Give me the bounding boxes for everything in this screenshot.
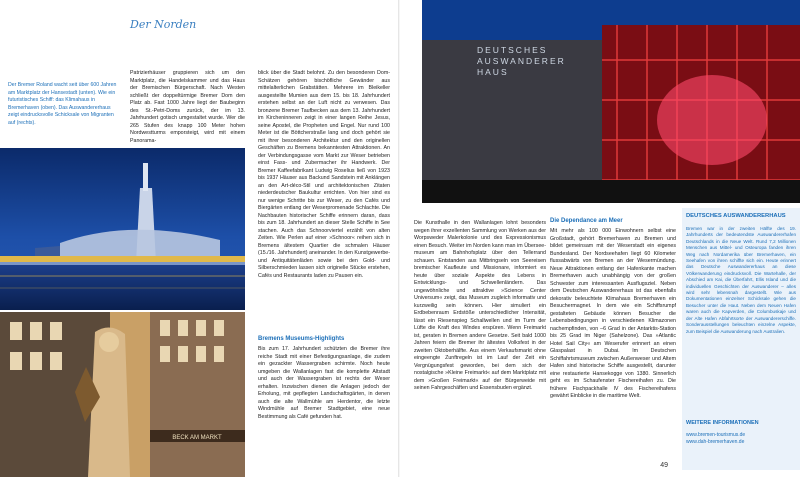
photo-caption: Der Bremer Roland wacht seit über 600 Jahren am Marktplatz der Hansestadt (unten). Wie ein futuristisches Schiff: das Klimahaus in Bremerhaven (oben). Das Auswandererhaus zeigt eindrucksvolle Schicksale von Migranten auf (rechts).	[8, 82, 117, 126]
info-box-links[interactable]: www.bremen-tourismus.de www.dah-bremerhaven.de	[686, 432, 746, 445]
shop-sign: BECK AM MARKT	[172, 435, 222, 441]
roland-photo	[0, 312, 245, 477]
auswandererhaus-photo	[422, 0, 800, 203]
info-box	[682, 208, 800, 470]
info-box-title: DEUTSCHES AUSWANDERERHAUS	[686, 213, 786, 219]
right-page	[400, 0, 800, 477]
info-box-body: Bremen war in der zweiten Hälfte des 19. Jahrhunderts der bedeutendste Auswandererhafen Deutschlands in die Neue Welt. Rund 7,2 Millionen Menschen aus Mittel- und Osteuropa fanden ihren Weg nach Nordamerika über Bremerhaven, ein Seehafen von ihren schiffte sich ein. Heute erinnert das Deutsche Auswandererhaus an diese Völkerwanderung eindrucksvoll. Die Wartehalle, der Abschied am Kai, die Überfahrt, Ellis Island und die individuellen Geschichten der Auswanderer – alles wird sehr lebensnah dargestellt. Wie aus Dokumentationen einzelner Schicksale gehen die Besucher unter die Haut. Neben dem Neuen Hafen waren auch die Kapverden, die Columbuskaje und der Alte Hafen Abfahrtsorte der Auswandererschiffe. Sonderausstellungen beleuchten einzelne Aspekte, zum Beispiel die Auswanderung nach Australien.	[686, 226, 796, 334]
text-column-2b: Bis zum 17. Jahrhundert schützten die Bremer ihre reiche Stadt mit einer Befestigungsanlage, die zudem ein gezackter Wassergraben schirmte. Noch heute umgeben die Wallanlagen fast die komplette Altstadt und auch der Wassergraben ist rechts der Weser erhalten. Inzwischen dienen die Anlagen jedoch der Erholung, mit gepflegten Landschaftsgärten, in denen auch die alte Wallmühle am Herdentor, die letzte Windmühle auf Bremer Stadtgebiet, eine neue Bestimmung als Café gefunden hat.	[258, 346, 390, 420]
section-label: Der Norden	[130, 18, 197, 31]
text-column-3: Die Kunsthalle in den Wallanlagen lohnt besonders wegen ihrer exzellenten Sammlung von Werken aus der Worpsweder Malerkolonie und des Expressionismus einen Besuch. Weiter im Norden kann man im Übersee-museum am Bahnhofsplatz über den Tellerrand schauen. Entstanden aus Mitbringseln von Seereisen bremischer Kaufleute und Missionare, informiert es heute über soziale Aspekte des Lebens in Entwicklungs- und Schwellenländern. Das ungewöhnliche und attraktive »Science Center Universum« zeigt, das Museum zugleich informativ und kurzweilig sein können. Hier simuliert ein Erdbebenraum Erdstöße unterschiedlicher Intensität, lässt ein Riesenspieg Schallwellen und im Turm der Lüfte die Kraft des Windes erspüren. Wenn Freimarkt ist, geraten in Bremen andere Gesetze. Seit bald 1000 Jahren feiern die Bremer ihr ältestes Volksfest in der zweiten Oktoberhälfte. Aus einem Verkaufsmarkt ohne eingeengte Zunftregeln ist im Lauf der Zeit ein Vergnügungsfest geworden, bei dem sich der nostalgische »Kleine Freimarkt« auf dem Marktplatz mit dem »Großen Freimarkt« auf der Bürgerweide mit seinen Fahrgeschäften und Essensbuden ergänzt.	[414, 220, 546, 391]
museum-sign: DEUTSCHES AUSWANDERER HAUS	[477, 45, 566, 77]
auswandererhaus-illustration	[422, 0, 800, 203]
text-column-4: Mit mehr als 100 000 Einwohnern selbst eine Großstadt, gehört Bremerhaven zu Bremen und bildet gemeinsam mit der Weserstadt ein eigenes Bundesland. Der Nordseehafen liegt 60 Kilometer flussabwärts von Bremen an der Wesermündung. Neue Attraktionen entlang der Hafenkante machen Bremerhaven auch unabhängig von der großen Schwester zum interessanten Ausflugsziel. Neben dem Deutschen Auswandererhaus ist das ebenfalls dekorativ beleuchtete Klimahaus Bremerhaven ein Besuchermagnet. In dem wie ein Schiffsrumpf gestalteten Gebäude können Besucher die Lebensbedingungen in verschiedenen Klimazonen nachempfinden, von –6 Grad in der Antarktis-Station bis 25 Grad im Niger (Sahelzone). Das »Atlantic Hotel Sail City« am Weserufer erinnert an einen Glaspalast in Dubai. Im Deutschen Schiffahrtsmuseum zwischen Außenweser und Altem Hafen sind historische Schiffe ausgestellt, darunter eine restaurierte Hansekogge von 1380. Sinnerlich geht es im Schaufenster Fischereihafen zu. Die frühere Fischpackhalle IV des Fischereihafens gewährt Einblicke in die maritime Welt.	[550, 228, 676, 399]
klimahaus-photo	[0, 148, 245, 310]
text-column-1: Patrizierhäuser gruppieren sich um den Marktplatz, die Handelskammer und das Haus der Bremischen Bürgerschaft. Nach Westen schließt der doppeltürmige Bremer Dom den Platz ab. Fast 1000 Jahre liegt der Baubeginn des St.-Petri-Doms zurück, der im 13. Jahrhundert gotisch umgestaltet wurde. Wer die 265 Stufen des knapp 100 Meter hohen Nordwestturms emporsteigt, wird mit einem Panorama-	[130, 70, 245, 144]
text-column-2: blick über die Stadt belohnt. Zu den besonderen Dom-Schätzen gehören bischöfliche Gewänder aus mittelalterlichen Grabstätten. Mehrere im Bleikeller ausgestellte Mumien aus dem 15. bis 18. Jahrhundert erstehen selbst an der Luft nicht zu verwesen. Das bronzene Bremer Taufbecken aus dem 13. Jahrhundert im Kircheninneren zeigt in einer langen Reihe Jesus, seine Apostel, die Propheten und Engel. Nur rund 100 Meter ist die Böttcherstraße lang und doch gehört sie mit ihrer besonderen Architektur und den originellen Geschäften zu Bremens bekanntesten Attraktionen. An der Verbindungsgasse vom Markt zur Weser betrieben einst Fass- und Zubermacher ihr Handwerk. Der Bremer Kaffeefabrikant Ludwig Roselius ließ von 1923 bis 1937 Häuser aus Backund Sandstein mit Anklängen an den Art-déco-Stil und architektonischen Zitaten niederdeutscher Baukultur errichten. Von hier sind es nur wenige Schritte bis zur Weser, zu den Cafés und Biergärten entlang der Weserpromenade Schlachte. Die Nachbauten historischer Schiffe erinnern daran, dass bis zum 18. Jahrhundert an dieser Stelle Schiffe in See stachen. Auch das Schnoorviertel erzählt von alten Zeiten. Wie Perlen auf einer »Schnoor« reihen sich in Bremens ältestem Quartier die schmalen Häuser (15./16. Jahrhundert) aneinander. In den Kunstgewerbe- und Antiquitätenläden sowie bei den Gold- und Silberschmieden lassen sich originelle Stücke erstehen, Cafés und Restaurants laden zu Pausen ein.	[258, 70, 390, 279]
page-number: 49	[660, 462, 668, 469]
klimahaus-illustration	[0, 148, 245, 310]
museum-highlights-heading: Bremens Museums-Highlights	[258, 336, 345, 342]
dependance-heading: Die Dependance am Meer	[550, 218, 623, 224]
roland-illustration	[0, 312, 245, 477]
info-box-subheading: WEITERE INFORMATIONEN	[686, 420, 759, 426]
